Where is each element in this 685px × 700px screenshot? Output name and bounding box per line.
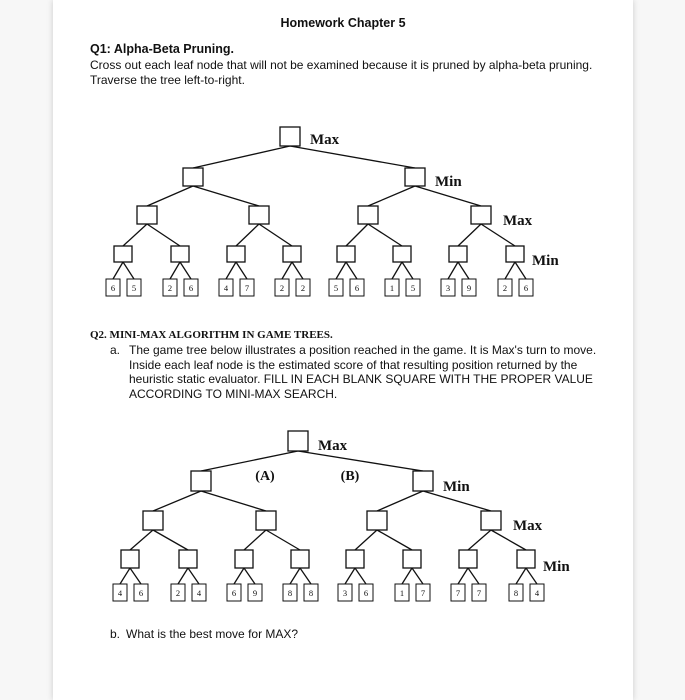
q2-max-node[interactable] — [367, 511, 387, 530]
q2-leaf-value: 8 — [308, 588, 314, 598]
q2-leaf-value: 6 — [231, 588, 237, 598]
q2-max-node[interactable] — [256, 511, 276, 530]
q1-instructions: Cross out each leaf node that will not be examined because it is pruned by alpha-beta pruning. Traverse the tree left-to-right. — [90, 58, 593, 87]
q2-leaf-value: 6 — [363, 588, 369, 598]
q2-min-leaf-parent[interactable] — [235, 550, 253, 568]
q1-leaf-value: 5 — [333, 283, 339, 293]
q1-leaf-value: 9 — [466, 283, 472, 293]
q1-leaf-value: 3 — [445, 283, 451, 293]
q2-leaf-value: 4 — [117, 588, 123, 598]
q2-level-label: Min — [443, 479, 470, 495]
q2-leaf-value: 7 — [455, 588, 461, 598]
q2-branch-label-b: (B) — [340, 469, 360, 484]
q2-min-leaf-parent[interactable] — [291, 550, 309, 568]
q2-level-label: Min — [543, 559, 570, 575]
q2-max-node[interactable] — [143, 511, 163, 530]
q2-min-leaf-parent[interactable] — [179, 550, 197, 568]
q2-leaf-value: 7 — [476, 588, 482, 598]
q2-root-node[interactable] — [288, 431, 308, 451]
q2-min-node[interactable] — [413, 471, 433, 491]
q2-leaf-value: 1 — [399, 588, 405, 598]
q1-leaf-value: 2 — [502, 283, 508, 293]
q2-part-a-label: a. — [110, 343, 121, 357]
q2-leaf-value: 7 — [420, 588, 426, 598]
q1-leaf-value: 6 — [523, 283, 529, 293]
q2-leaf-value: 3 — [342, 588, 348, 598]
q2-leaf-value: 4 — [196, 588, 202, 598]
q2-min-leaf-parent[interactable] — [459, 550, 477, 568]
q2-level-label: Max — [513, 518, 543, 534]
q1-level-label: Max — [503, 213, 533, 229]
q2-leaf-value: 8 — [513, 588, 519, 598]
q2-leaves — [113, 584, 544, 601]
q2-min-leaf-parent[interactable] — [346, 550, 364, 568]
q1-leaf-value: 6 — [110, 283, 116, 293]
q2-leaf-value: 6 — [138, 588, 144, 598]
q1-level-label: Min — [532, 253, 559, 269]
q2-level-label: Max — [318, 438, 348, 454]
q2-part-a-text: The game tree below illustrates a position reached in the game. It is Max's turn to move. Inside each leaf node is the estimated score of that resulting position returned by the heuristic static evaluator. FILL IN EACH BLANK SQUARE WITH THE PROPER VALUE ACCORDING TO MINI-MAX SEARCH. — [129, 343, 597, 401]
q2-min-leaf-parent[interactable] — [121, 550, 139, 568]
q1-title: Q1: Alpha-Beta Pruning. — [90, 42, 234, 56]
q1-leaf-value: 5 — [131, 283, 137, 293]
q1-leaf-value: 6 — [188, 283, 194, 293]
q1-leaf-value: 2 — [300, 283, 306, 293]
q1-leaf-value: 2 — [279, 283, 285, 293]
page-title: Homework Chapter 5 — [280, 16, 406, 30]
q2-leaf-value: 2 — [175, 588, 181, 598]
q1-leaf-value: 2 — [167, 283, 173, 293]
q2-title: Q2. MINI-MAX ALGORITHM IN GAME TREES. — [90, 329, 333, 341]
q2-part-b-label: b. — [110, 627, 121, 641]
q2-leaf-value: 8 — [287, 588, 293, 598]
q2-leaf-value: 9 — [252, 588, 258, 598]
q2-min-node[interactable] — [191, 471, 211, 491]
q1-leaf-value: 5 — [410, 283, 416, 293]
q2-part-b-text: What is the best move for MAX? — [126, 627, 299, 641]
q2-min-leaf-parent[interactable] — [403, 550, 421, 568]
q2-max-node[interactable] — [481, 511, 501, 530]
q1-leaf-value: 7 — [244, 283, 250, 293]
q1-leaf-value: 1 — [389, 283, 395, 293]
q1-level-label: Max — [310, 132, 340, 148]
q2-branch-label-a: (A) — [255, 469, 275, 484]
q1-leaf-value: 4 — [223, 283, 229, 293]
q2-leaf-value: 4 — [534, 588, 540, 598]
q2-min-leaf-parent[interactable] — [517, 550, 535, 568]
q1-leaf-value: 6 — [354, 283, 360, 293]
q1-level-label: Min — [435, 174, 462, 190]
